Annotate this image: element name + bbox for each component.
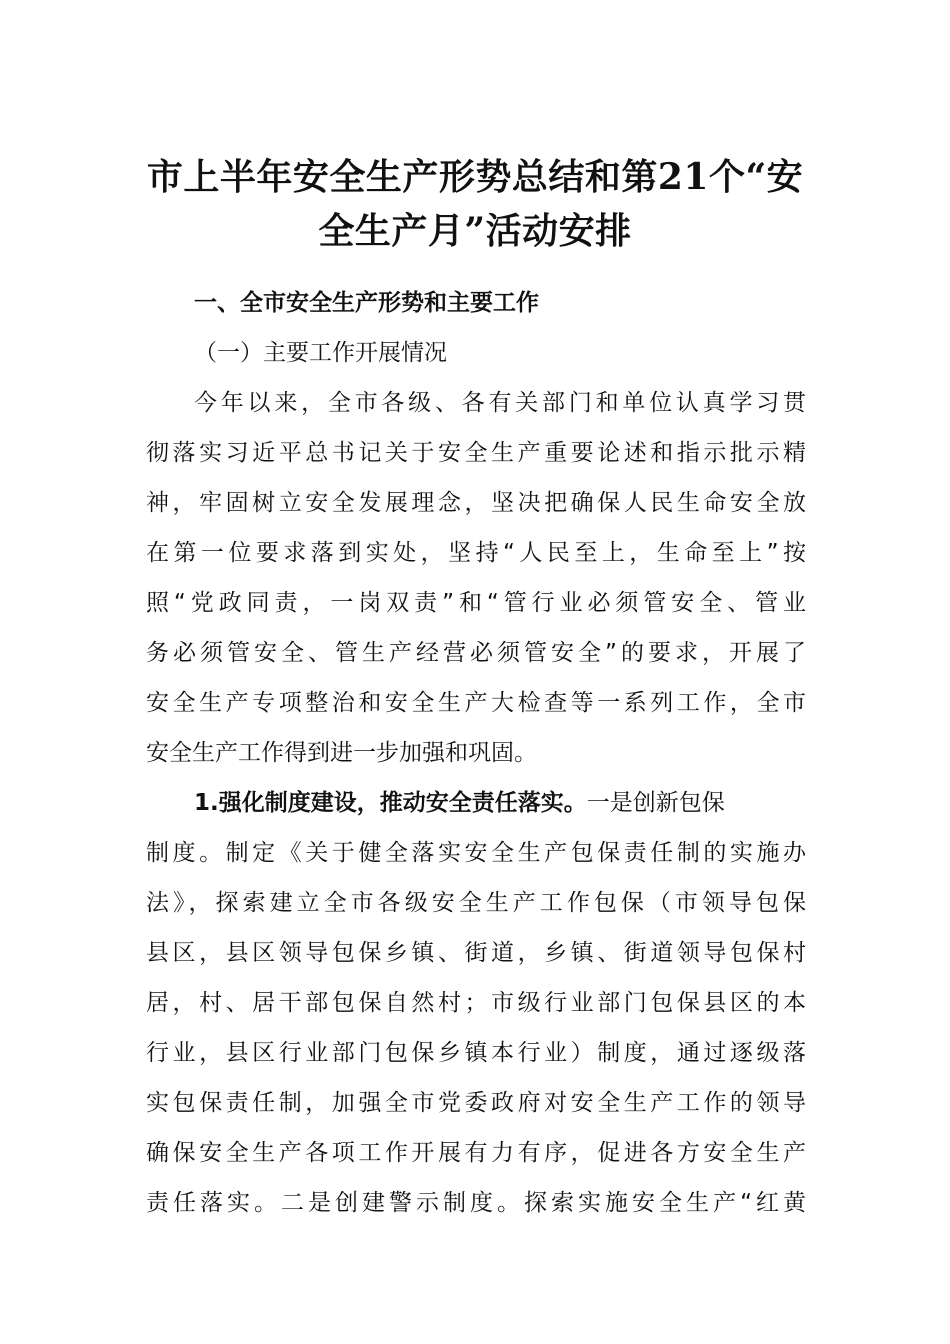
paragraph-line: 居，村、居干部包保自然村；市级行业部门包保县区的本 (146, 990, 806, 1016)
paragraph-line: 神，牢固树立安全发展理念，坚决把确保人民生命安全放 (146, 490, 806, 516)
paragraph-line: 制度。制定《关于健全落实安全生产包保责任制的实施办 (146, 840, 806, 866)
paragraph-line: 务必须管安全、管生产经营必须管安全”的要求，开展了 (146, 640, 806, 666)
paragraph-line: 在第一位要求落到实处，坚持“人民至上，生命至上”按 (146, 540, 806, 566)
title-line-2: 全生产月”活动安排 (318, 210, 632, 252)
paragraph-line: 照“党政同责，一岗双责”和“管行业必须管安全、管业 (146, 590, 806, 616)
document-title (140, 150, 810, 258)
paragraph-line: 县区，县区领导包保乡镇、街道，乡镇、街道领导包保村 (146, 940, 806, 966)
paragraph-line: 行业，县区行业部门包保乡镇本行业）制度，通过逐级落 (146, 1040, 806, 1066)
title-line-1: 市上半年安全生产形势总结和第21个“安 (146, 156, 804, 198)
document-body (146, 278, 806, 1228)
paragraph-line: 安全生产工作得到进一步加强和巩固。 (146, 740, 537, 766)
subsection-heading: （一）主要工作开展情况 (194, 340, 447, 366)
item-1-heading: 1.强化制度建设，推动安全责任落实。 (194, 790, 587, 816)
paragraph-line: 责任落实。二是创建警示制度。探索实施安全生产“红黄 (146, 1190, 806, 1216)
item-1-first-line-text: 一是创新包保 (586, 790, 725, 816)
paragraph-line: 法》，探索建立全市各级安全生产工作包保（市领导包保 (146, 890, 806, 916)
paragraph-line: 安全生产专项整治和安全生产大检查等一系列工作，全市 (146, 690, 806, 716)
paragraph-line: 今年以来，全市各级、各有关部门和单位认真学习贯 (194, 390, 806, 416)
paragraph-line: 确保安全生产各项工作开展有力有序，促进各方安全生产 (146, 1140, 806, 1166)
section-heading-1: 一、全市安全生产形势和主要工作 (194, 290, 539, 316)
item-1-first-line (146, 778, 806, 828)
paragraph-line: 实包保责任制，加强全市党委政府对安全生产工作的领导 (146, 1090, 806, 1116)
paragraph-line: 彻落实习近平总书记关于安全生产重要论述和指示批示精 (146, 440, 806, 466)
